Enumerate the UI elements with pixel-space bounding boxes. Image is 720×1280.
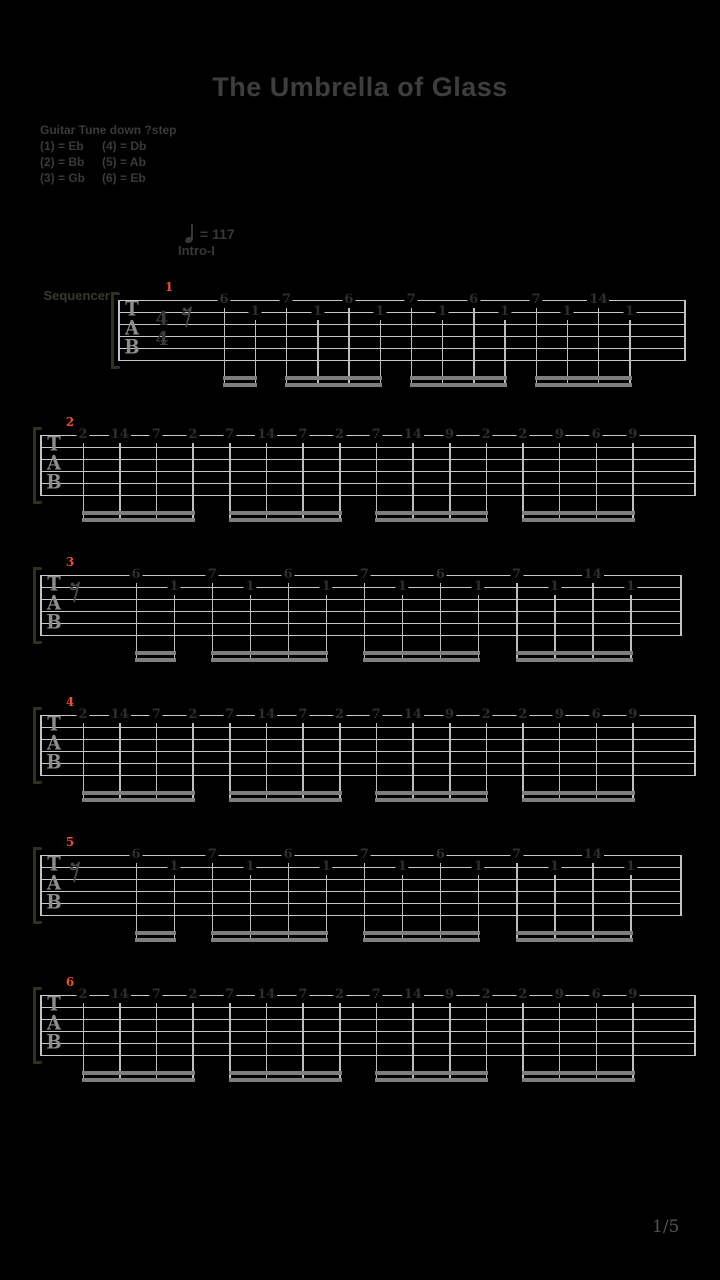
tab-clef-letter: A xyxy=(47,872,61,895)
staff-bracket xyxy=(33,569,36,642)
tab-clef-letter: A xyxy=(125,317,139,340)
beam xyxy=(229,798,342,802)
staff-bracket xyxy=(33,987,42,990)
tab-clef-letter: B xyxy=(46,1031,62,1054)
fret-number[interactable]: 2 xyxy=(78,707,88,722)
note-stem xyxy=(192,722,194,802)
beam xyxy=(82,798,195,802)
staff-line xyxy=(118,348,685,349)
note-stem xyxy=(288,862,290,942)
beam xyxy=(522,1071,635,1075)
beam xyxy=(285,376,382,380)
beam xyxy=(229,1078,342,1082)
beam xyxy=(516,658,633,662)
tab-clef-letter: B xyxy=(46,611,62,634)
tuning-string-3: (3) = Gb xyxy=(40,171,86,185)
tab-clef-letter: B xyxy=(46,471,62,494)
fret-number[interactable]: 6 xyxy=(591,987,601,1002)
beam xyxy=(363,931,480,935)
staff-line xyxy=(118,312,685,313)
beam xyxy=(82,518,195,522)
tuning-string-1: (1) = Eb xyxy=(40,139,84,153)
tuning-string-4: (4) = Db xyxy=(102,139,147,153)
fret-number[interactable]: 1 xyxy=(169,579,179,594)
note-stem xyxy=(339,722,341,802)
fret-number[interactable]: 6 xyxy=(435,567,445,582)
fret-number[interactable]: 1 xyxy=(550,579,560,594)
note-stem xyxy=(522,722,524,802)
note-stem xyxy=(486,722,488,802)
tab-clef-letter: T xyxy=(47,573,61,596)
note-stem xyxy=(522,1002,524,1082)
fret-number[interactable]: 2 xyxy=(188,707,198,722)
beam xyxy=(522,1078,635,1082)
note-stem xyxy=(516,862,518,942)
fret-number[interactable]: 6 xyxy=(591,427,601,442)
fret-number[interactable]: 2 xyxy=(335,707,345,722)
beam xyxy=(375,511,488,515)
beam xyxy=(229,1071,342,1075)
fret-number[interactable]: 7 xyxy=(225,987,235,1002)
fret-number[interactable]: 1 xyxy=(313,304,323,319)
note-stem xyxy=(302,442,304,522)
fret-number[interactable]: 7 xyxy=(406,292,416,307)
fret-number[interactable]: 7 xyxy=(359,567,369,582)
note-stem xyxy=(302,722,304,802)
note-stem xyxy=(376,1002,378,1082)
beam xyxy=(211,938,328,942)
beam xyxy=(363,938,480,942)
fret-number[interactable]: 9 xyxy=(444,987,455,1002)
fret-number[interactable]: 14 xyxy=(257,987,276,1002)
tuning-header: Guitar Tune down ?step xyxy=(40,123,177,137)
beam xyxy=(516,931,633,935)
fret-number[interactable]: 1 xyxy=(626,859,636,874)
fret-number[interactable]: 1 xyxy=(473,579,483,594)
beam xyxy=(82,1071,195,1075)
fret-number[interactable]: 14 xyxy=(403,427,422,442)
note-stem xyxy=(288,582,290,662)
beam xyxy=(375,518,488,522)
note-stem xyxy=(536,307,538,387)
beam xyxy=(135,658,176,662)
fret-number[interactable]: 6 xyxy=(469,292,479,307)
note-stem xyxy=(156,722,158,802)
barline xyxy=(694,995,696,1056)
tuning-string-6: (6) = Eb xyxy=(102,171,146,185)
fret-number[interactable]: 6 xyxy=(283,847,293,862)
fret-number[interactable]: 1 xyxy=(245,579,255,594)
fret-number[interactable]: 7 xyxy=(298,427,308,442)
note-stem xyxy=(119,1002,121,1082)
note-stem xyxy=(559,722,561,802)
fret-number[interactable]: 7 xyxy=(151,987,161,1002)
tempo-value: = 117 xyxy=(200,226,235,242)
beam xyxy=(229,511,342,515)
note-stem xyxy=(632,722,634,802)
note-stem xyxy=(632,1002,634,1082)
note-stem xyxy=(486,1002,488,1082)
beam xyxy=(410,376,507,380)
barline xyxy=(40,855,42,916)
note-stem xyxy=(136,862,138,942)
fret-number[interactable]: 2 xyxy=(188,987,198,1002)
fret-number[interactable]: 14 xyxy=(257,707,276,722)
fret-number[interactable]: 7 xyxy=(207,567,217,582)
fret-number[interactable]: 7 xyxy=(151,707,161,722)
barline xyxy=(694,435,696,496)
fret-number[interactable]: 14 xyxy=(583,567,602,582)
fret-number[interactable]: 7 xyxy=(281,292,291,307)
note-stem xyxy=(364,862,366,942)
beam xyxy=(535,376,632,380)
note-stem xyxy=(119,442,121,522)
note-stem xyxy=(516,582,518,662)
barline xyxy=(680,575,682,636)
note-stem xyxy=(364,582,366,662)
note-stem xyxy=(83,442,85,522)
staff-bracket xyxy=(33,709,36,782)
fret-number[interactable]: 1 xyxy=(562,304,572,319)
staff-bracket xyxy=(111,366,120,369)
staff-line xyxy=(118,324,685,325)
fret-number[interactable]: 1 xyxy=(625,304,635,319)
barline xyxy=(118,300,120,361)
note-stem xyxy=(376,722,378,802)
fret-number[interactable]: 9 xyxy=(554,987,564,1002)
tab-clef-letter: A xyxy=(47,1012,61,1035)
beam xyxy=(363,651,480,655)
note-stem xyxy=(559,442,561,522)
note-stem xyxy=(348,307,350,387)
staff-bracket xyxy=(33,707,42,710)
note-stem xyxy=(411,307,413,387)
fret-number[interactable]: 14 xyxy=(110,987,129,1002)
fret-number[interactable]: 6 xyxy=(591,707,601,722)
fret-number[interactable]: 9 xyxy=(628,427,638,442)
sixteenth-rest-icon xyxy=(182,306,193,328)
tab-clef-letter: T xyxy=(47,433,61,456)
beam xyxy=(82,1078,195,1082)
beam xyxy=(522,791,635,795)
fret-number[interactable]: 7 xyxy=(371,987,381,1002)
note-stem xyxy=(449,722,451,802)
fret-number[interactable]: 7 xyxy=(207,847,217,862)
fret-number[interactable]: 6 xyxy=(435,847,445,862)
staff-bracket xyxy=(111,292,120,295)
tab-clef-letter: T xyxy=(47,853,61,876)
fret-number[interactable]: 14 xyxy=(110,427,129,442)
tab-clef-letter: B xyxy=(46,751,62,774)
staff-bracket xyxy=(33,849,36,922)
fret-number[interactable]: 1 xyxy=(437,304,447,319)
fret-number[interactable]: 1 xyxy=(375,304,385,319)
note-stem xyxy=(473,307,475,387)
beam xyxy=(82,791,195,795)
fret-number[interactable]: 9 xyxy=(628,707,638,722)
fret-number[interactable]: 9 xyxy=(628,987,638,1002)
staff-bracket xyxy=(33,641,42,644)
note-stem xyxy=(192,442,194,522)
fret-number[interactable]: 7 xyxy=(511,567,522,582)
note-stem xyxy=(212,862,214,942)
fret-number[interactable]: 7 xyxy=(298,987,308,1002)
fret-number[interactable]: 6 xyxy=(131,847,141,862)
fret-number[interactable]: 2 xyxy=(518,987,528,1002)
tab-clef-letter: A xyxy=(47,452,61,475)
fret-number[interactable]: 2 xyxy=(481,707,491,722)
fret-number[interactable]: 7 xyxy=(225,427,235,442)
note-stem xyxy=(83,722,85,802)
note-stem xyxy=(229,442,231,522)
beam xyxy=(223,383,257,387)
tab-clef-letter: T xyxy=(47,993,61,1016)
fret-number[interactable]: 14 xyxy=(589,292,608,307)
fret-number[interactable]: 7 xyxy=(359,847,369,862)
note-stem xyxy=(229,1002,231,1082)
beam xyxy=(82,511,195,515)
note-stem xyxy=(592,862,594,942)
beam xyxy=(135,938,176,942)
fret-number[interactable]: 2 xyxy=(518,707,528,722)
tab-clef-letter: A xyxy=(47,732,61,755)
fret-number[interactable]: 9 xyxy=(444,707,455,722)
beam xyxy=(522,511,635,515)
page-title: The Umbrella of Glass xyxy=(212,72,508,102)
sixteenth-rest-icon xyxy=(70,861,81,883)
staff-bracket xyxy=(33,429,36,502)
note-stem xyxy=(592,582,594,662)
tab-clef-letter: A xyxy=(47,592,61,615)
note-stem xyxy=(339,1002,341,1082)
fret-number[interactable]: 2 xyxy=(481,987,491,1002)
note-stem xyxy=(266,1002,268,1082)
fret-number[interactable]: 1 xyxy=(321,859,331,874)
fret-number[interactable]: 2 xyxy=(335,427,345,442)
fret-number[interactable]: 9 xyxy=(444,427,455,442)
note-stem xyxy=(212,582,214,662)
fret-number[interactable]: 7 xyxy=(371,707,381,722)
fret-number[interactable]: 9 xyxy=(554,427,564,442)
fret-number[interactable]: 14 xyxy=(403,987,422,1002)
note-stem xyxy=(440,862,442,942)
measure-number: 3 xyxy=(65,555,75,569)
fret-number[interactable]: 1 xyxy=(245,859,255,874)
note-stem xyxy=(632,442,634,522)
fret-number[interactable]: 1 xyxy=(550,859,560,874)
measure-number: 2 xyxy=(65,415,75,429)
barline xyxy=(684,300,686,361)
fret-number[interactable]: 1 xyxy=(397,579,407,594)
note-stem xyxy=(302,1002,304,1082)
measure-number: 4 xyxy=(65,695,75,709)
fret-number[interactable]: 1 xyxy=(626,579,636,594)
note-stem xyxy=(449,1002,451,1082)
staff-bracket xyxy=(33,567,42,570)
staff-bracket xyxy=(33,1061,42,1064)
tab-clef-letter: B xyxy=(124,336,140,359)
note-stem xyxy=(412,442,414,522)
staff-bracket xyxy=(33,781,42,784)
beam xyxy=(375,791,488,795)
tuning-string-5: (5) = Ab xyxy=(102,155,146,169)
beam xyxy=(135,651,176,655)
beam xyxy=(135,931,176,935)
beam xyxy=(211,651,328,655)
note-stem xyxy=(136,582,138,662)
beam xyxy=(375,1078,488,1082)
fret-number[interactable]: 2 xyxy=(78,987,88,1002)
fret-number[interactable]: 14 xyxy=(583,847,602,862)
staff-bracket xyxy=(33,921,42,924)
beam xyxy=(375,798,488,802)
barline xyxy=(40,995,42,1056)
fret-number[interactable]: 1 xyxy=(250,304,260,319)
fret-number[interactable]: 2 xyxy=(188,427,198,442)
fret-number[interactable]: 6 xyxy=(219,292,229,307)
tuning-string-2: (2) = Bb xyxy=(40,155,85,169)
fret-number[interactable]: 6 xyxy=(131,567,141,582)
time-signature: 4 xyxy=(155,328,169,350)
fret-number[interactable]: 7 xyxy=(531,292,541,307)
beam xyxy=(211,931,328,935)
note-stem xyxy=(449,442,451,522)
fret-number[interactable]: 2 xyxy=(78,427,88,442)
fret-number[interactable]: 6 xyxy=(283,567,293,582)
beam xyxy=(375,1071,488,1075)
fret-number[interactable]: 2 xyxy=(335,987,345,1002)
time-signature: 4 xyxy=(155,308,169,330)
fret-number[interactable]: 1 xyxy=(169,859,179,874)
fret-number[interactable]: 14 xyxy=(403,707,422,722)
beam xyxy=(516,938,633,942)
note-stem xyxy=(412,722,414,802)
note-stem xyxy=(596,722,598,802)
barline xyxy=(680,855,682,916)
note-stem xyxy=(559,1002,561,1082)
note-stem xyxy=(224,307,226,387)
note-stem xyxy=(339,442,341,522)
tab-clef-letter: T xyxy=(125,298,139,321)
beam xyxy=(363,658,480,662)
beam xyxy=(535,383,632,387)
note-stem xyxy=(522,442,524,522)
note-stem xyxy=(156,442,158,522)
beam xyxy=(229,791,342,795)
section-label: Intro-I xyxy=(178,243,215,258)
fret-number[interactable]: 7 xyxy=(298,707,308,722)
fret-number[interactable]: 1 xyxy=(397,859,407,874)
barline xyxy=(40,435,42,496)
beam xyxy=(522,518,635,522)
fret-number[interactable]: 7 xyxy=(225,707,235,722)
barline xyxy=(694,715,696,776)
note-stem xyxy=(156,1002,158,1082)
staff-bracket xyxy=(33,847,42,850)
sixteenth-rest-icon xyxy=(70,581,81,603)
barline xyxy=(40,575,42,636)
note-stem xyxy=(286,307,288,387)
staff-bracket xyxy=(33,501,42,504)
note-stem xyxy=(596,1002,598,1082)
fret-number[interactable]: 7 xyxy=(511,847,522,862)
note-stem xyxy=(596,442,598,522)
measure-number: 5 xyxy=(65,835,75,849)
note-stem xyxy=(440,582,442,662)
barline xyxy=(40,715,42,776)
fret-number[interactable]: 6 xyxy=(344,292,354,307)
fret-number[interactable]: 7 xyxy=(371,427,381,442)
note-stem xyxy=(376,442,378,522)
beam xyxy=(516,651,633,655)
beam xyxy=(410,383,507,387)
fret-number[interactable]: 1 xyxy=(321,579,331,594)
beam xyxy=(229,518,342,522)
beam xyxy=(223,376,257,380)
beam xyxy=(211,658,328,662)
fret-number[interactable]: 14 xyxy=(110,707,129,722)
measure-number: 6 xyxy=(65,975,75,989)
track-label: Sequencer xyxy=(43,288,110,303)
fret-number[interactable]: 2 xyxy=(481,427,491,442)
tab-clef-letter: B xyxy=(46,891,62,914)
note-stem xyxy=(192,1002,194,1082)
measure-number: 1 xyxy=(164,280,174,294)
note-stem xyxy=(119,722,121,802)
note-stem xyxy=(598,307,600,387)
fret-number[interactable]: 2 xyxy=(518,427,528,442)
fret-number[interactable]: 14 xyxy=(257,427,276,442)
staff-line xyxy=(118,360,685,361)
fret-number[interactable]: 1 xyxy=(473,859,483,874)
beam xyxy=(522,798,635,802)
fret-number[interactable]: 7 xyxy=(151,427,161,442)
note-stem xyxy=(266,722,268,802)
staff-bracket xyxy=(111,294,114,367)
note-stem xyxy=(266,442,268,522)
staff-bracket xyxy=(33,427,42,430)
note-stem xyxy=(486,442,488,522)
page-indicator: 1/5 xyxy=(652,1217,680,1237)
fret-number[interactable]: 9 xyxy=(554,707,564,722)
staff-bracket xyxy=(33,989,36,1062)
staff-line xyxy=(118,336,685,337)
note-stem xyxy=(229,722,231,802)
fret-number[interactable]: 1 xyxy=(500,304,510,319)
tab-clef-letter: T xyxy=(47,713,61,736)
beam xyxy=(285,383,382,387)
note-stem xyxy=(83,1002,85,1082)
note-stem xyxy=(412,1002,414,1082)
